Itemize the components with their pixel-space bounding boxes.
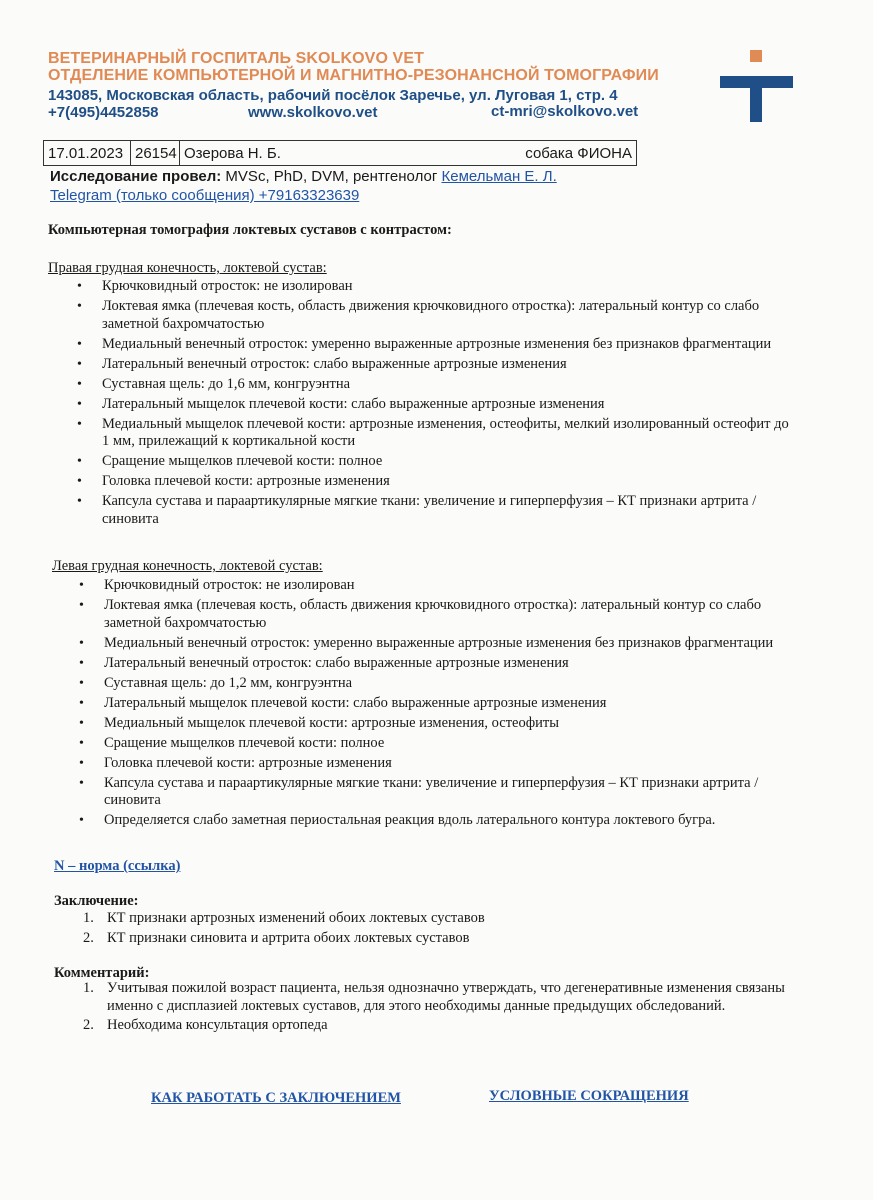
list-item: • Латеральный венечный отросток: слабо выраженные артрозные изменения <box>52 356 792 374</box>
list-item: • Медиальный мыщелок плечевой кости: артрозные изменения, остеофиты <box>54 715 794 733</box>
list-item: • Капсула сустава и параартикулярные мягкие ткани: увеличение и гиперперфузия – КТ признаки артрита / синовита <box>52 493 792 528</box>
list-item: • Суставная щель: до 1,2 мм, конгруэнтна <box>54 675 794 693</box>
examiner-line <box>50 168 557 185</box>
list-item: • Латеральный венечный отросток: слабо выраженные артрозные изменения <box>54 655 794 673</box>
department-name: ОТДЕЛЕНИЕ КОМПЬЮТЕРНОЙ И МАГНИТНО-РЕЗОНАНСНОЙ ТОМОГРАФИИ <box>48 67 659 84</box>
telegram-link[interactable]: Telegram (только сообщения) +79163323639 <box>50 187 360 204</box>
hospital-logo-icon <box>720 50 793 122</box>
list-item: • Головка плечевой кости: артрозные изменения <box>54 755 794 773</box>
conclusion-title: Заключение: <box>54 893 139 909</box>
comment-title: Комментарий: <box>54 965 150 981</box>
conclusion-list <box>54 910 794 949</box>
list-item: 1. КТ признаки артрозных изменений обоих локтевых суставов <box>83 910 485 926</box>
list-item: • Латеральный мыщелок плечевой кости: слабо выраженные артрозные изменения <box>54 695 794 713</box>
study-title: Компьютерная томография локтевых суставов с контрастом: <box>48 222 452 238</box>
right-limb-findings <box>52 278 792 531</box>
patient-info-table <box>43 140 637 166</box>
comment-list <box>54 980 794 1037</box>
list-item: • Сращение мыщелков плечевой кости: полное <box>54 735 794 753</box>
examiner-label: Исследование провел: <box>50 168 222 185</box>
list-item: • Капсула сустава и параартикулярные мягкие ткани: увеличение и гиперперфузия – КТ признаки артрита / синовита <box>54 775 794 810</box>
left-limb-findings <box>54 577 794 832</box>
list-item: • Сращение мыщелков плечевой кости: полное <box>52 453 792 471</box>
list-item: 2. КТ признаки синовита и артрита обоих локтевых суставов <box>83 929 470 946</box>
list-item: • Медиальный мыщелок плечевой кости: артрозные изменения, остеофиты, мелкий изолированный остеофит до 1 мм, прилежащий к кортикальной кости <box>52 416 792 451</box>
list-item: • Определяется слабо заметная периостальная реакция вдоль латерального контура локтевого бугра. <box>54 812 794 830</box>
abbreviations-link[interactable]: УСЛОВНЫЕ СОКРАЩЕНИЯ <box>489 1088 689 1104</box>
list-item: • Суставная щель: до 1,6 мм, конгруэнтна <box>52 376 792 394</box>
how-to-link[interactable]: КАК РАБОТАТЬ С ЗАКЛЮЧЕНИЕМ <box>151 1090 401 1106</box>
patient-id: 26154 <box>131 141 180 165</box>
hospital-email: ct-mri@skolkovo.vet <box>491 103 639 120</box>
list-item: • Головка плечевой кости: артрозные изменения <box>52 473 792 491</box>
owner-name: Озерова Н. Б. <box>184 144 281 162</box>
list-item: • Латеральный мыщелок плечевой кости: слабо выраженные артрозные изменения <box>52 396 792 414</box>
patient-species-name: собака ФИОНА <box>525 144 632 162</box>
list-item: • Локтевая ямка (плечевая кость, область движения крючковидного отростка): латеральный контур со слабо заметной бахромчатостью <box>54 597 794 632</box>
hospital-phone: +7(495)4452858 <box>48 104 159 121</box>
examiner-credentials: MVSc, PhD, DVM, рентгенолог <box>221 168 442 185</box>
hospital-name: ВЕТЕРИНАРНЫЙ ГОСПИТАЛЬ SKOLKOVO VET <box>48 50 424 67</box>
left-limb-title: Левая грудная конечность, локтевой сустав: <box>52 558 323 574</box>
right-limb-title: Правая грудная конечность, локтевой сустав: <box>48 260 327 276</box>
list-item: • Локтевая ямка (плечевая кость, область движения крючковидного отростка): латеральный контур со слабо заметной бахромчатостью <box>52 298 792 333</box>
norm-reference-link[interactable]: N – норма (ссылка) <box>54 858 181 874</box>
list-item: 1. Учитывая пожилой возраст пациента, нельзя однозначно утверждать, что дегенеративные изменения связаны именно с дисплазией локтевых суставов, для этого необходимы данные предыдущих обследований. <box>83 980 785 1014</box>
hospital-website: www.skolkovo.vet <box>248 104 378 121</box>
list-item: • Крючковидный отросток: не изолирован <box>54 577 794 595</box>
exam-date: 17.01.2023 <box>44 141 131 165</box>
owner-cell <box>180 141 636 165</box>
list-item: • Медиальный венечный отросток: умеренно выраженные артрозные изменения без признаков фрагментации <box>52 336 792 354</box>
list-item: • Медиальный венечный отросток: умеренно выраженные артрозные изменения без признаков фрагментации <box>54 635 794 653</box>
examiner-name-link[interactable]: Кемельман Е. Л. <box>441 168 557 185</box>
list-item: 2. Необходима консультация ортопеда <box>83 1017 328 1033</box>
hospital-address: 143085, Московская область, рабочий посёлок Заречье, ул. Луговая 1, стр. 4 <box>48 87 618 104</box>
list-item: • Крючковидный отросток: не изолирован <box>52 278 792 296</box>
